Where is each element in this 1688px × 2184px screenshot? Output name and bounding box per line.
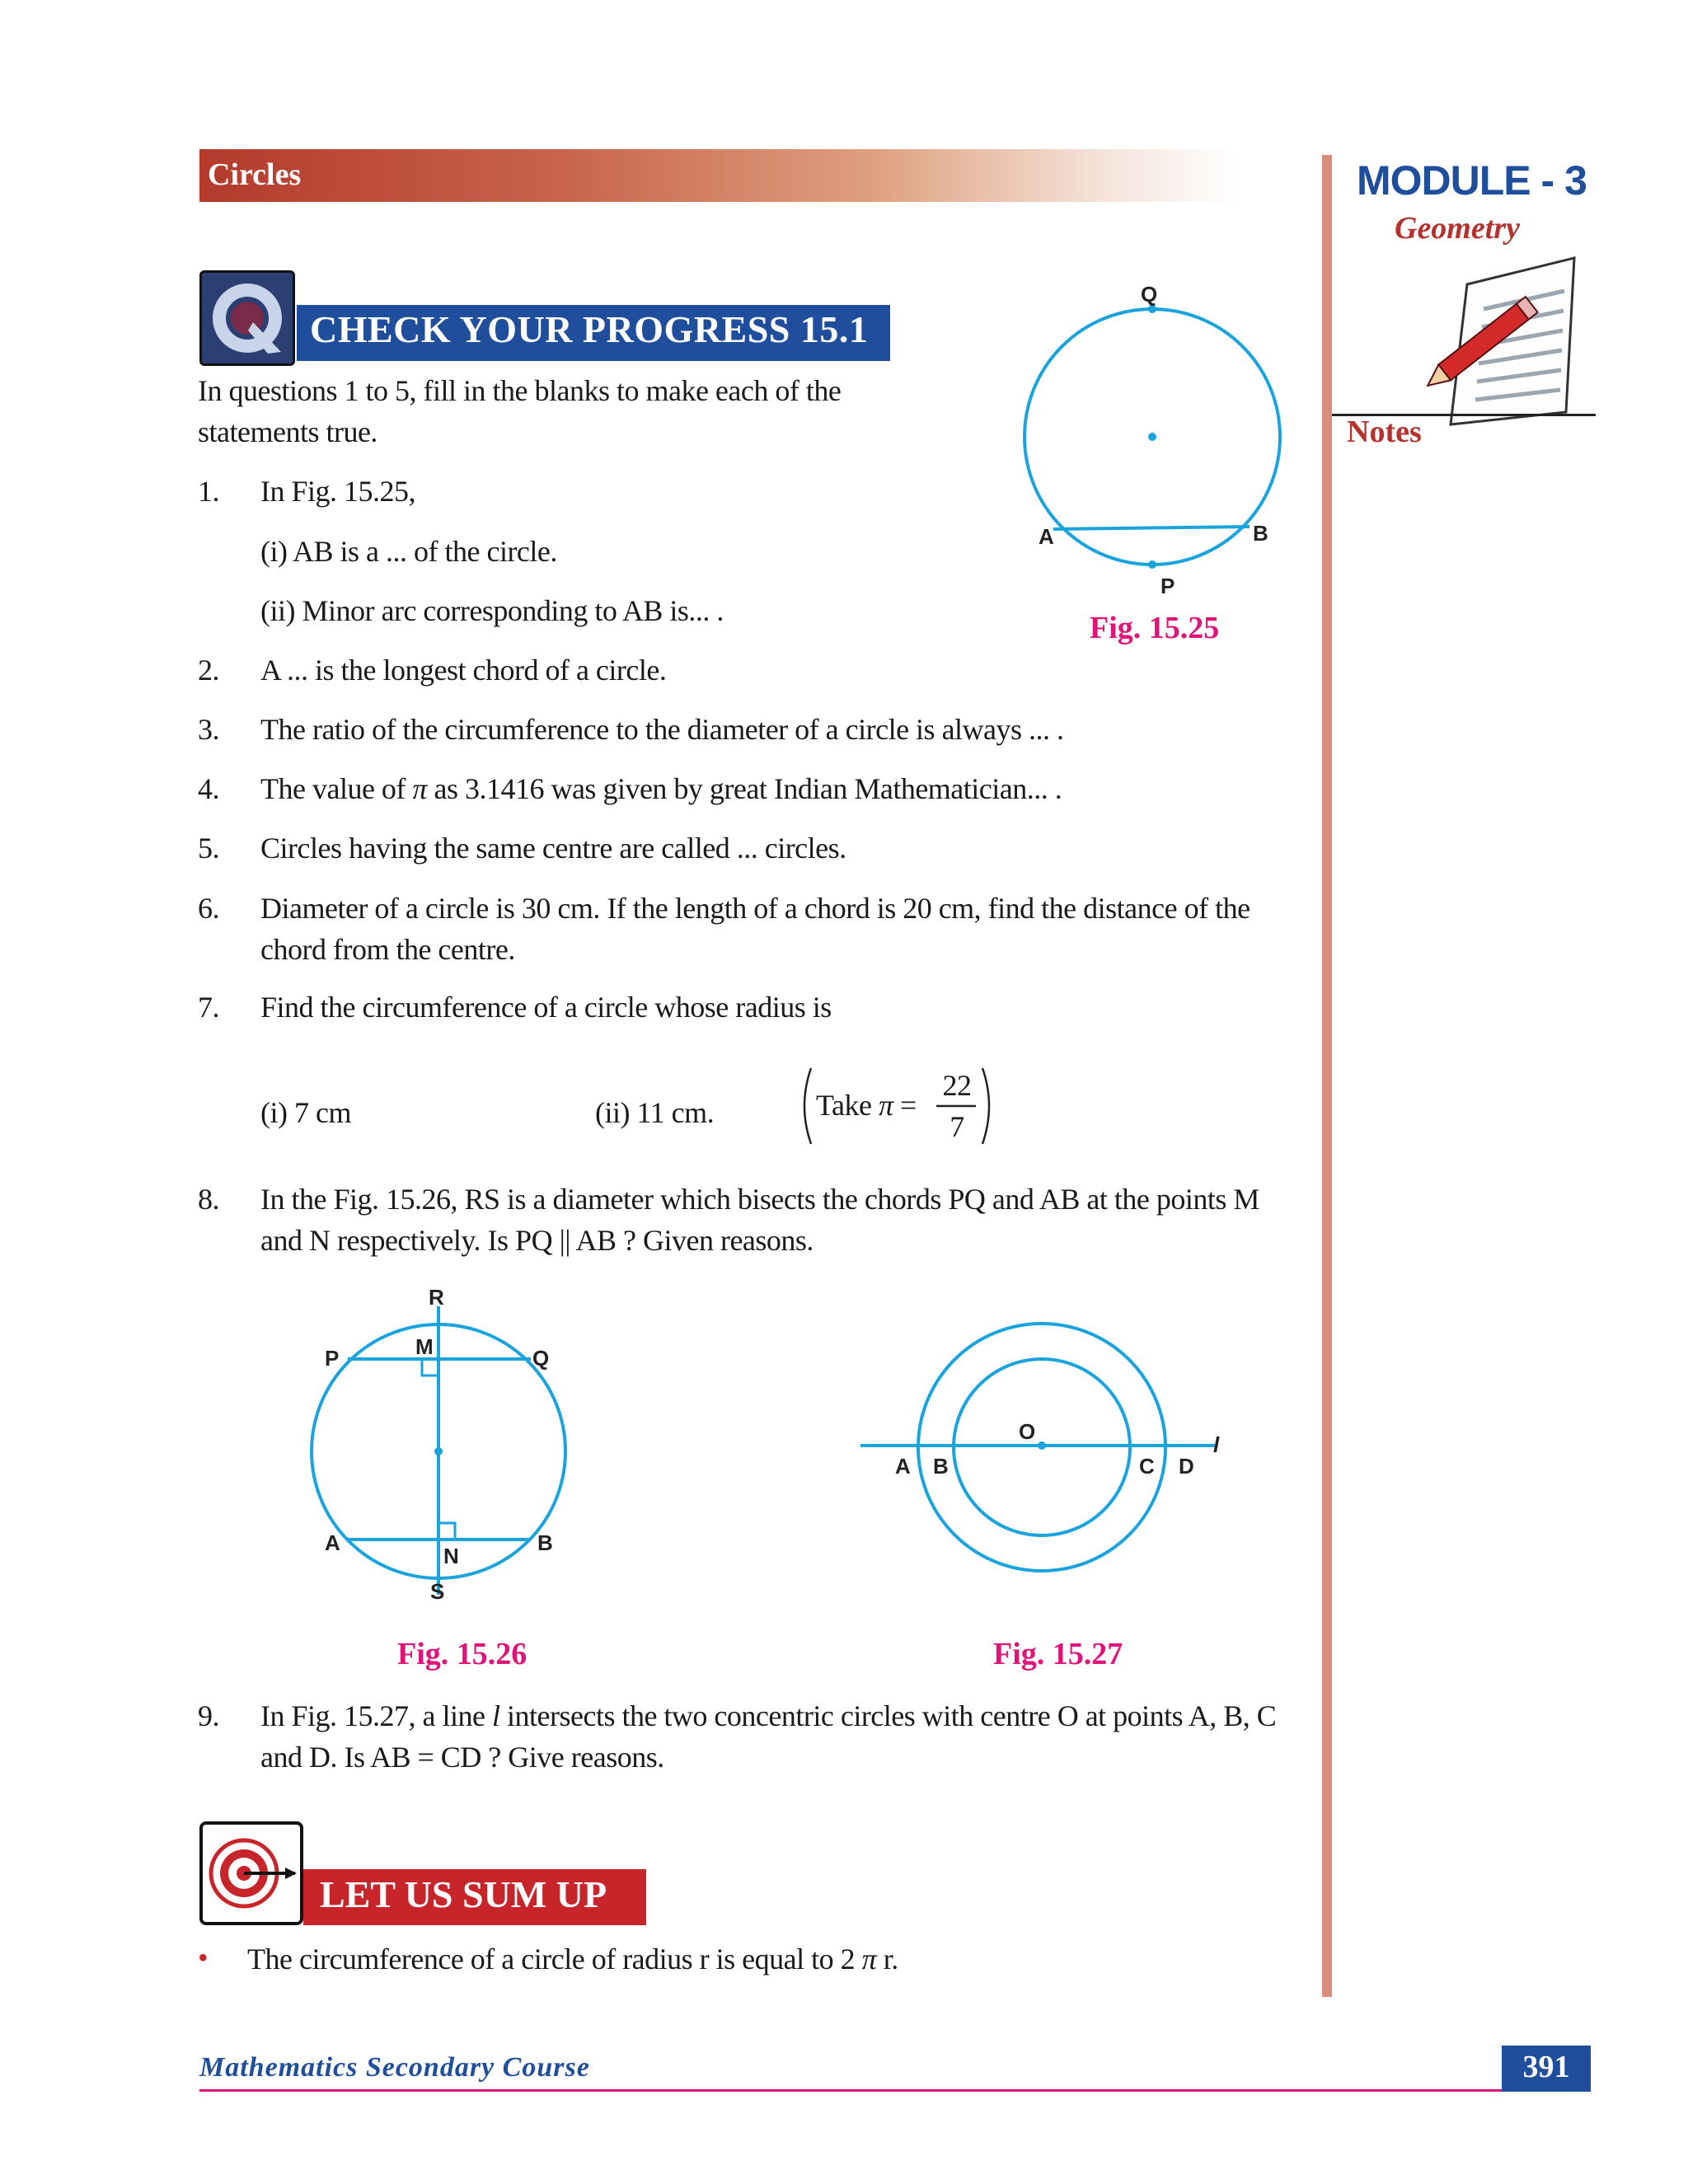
figure-caption: Fig. 15.25	[1090, 611, 1220, 645]
question-number: 7.	[198, 991, 219, 1024]
label-p: P	[325, 1346, 340, 1371]
line-name: l	[491, 1699, 500, 1732]
label-s: S	[430, 1579, 445, 1604]
summary-title: LET US SUM UP	[320, 1873, 607, 1915]
question-text: A ... is the longest chord of a circle.	[260, 654, 667, 687]
pi-note: Take π = 22 7	[798, 1065, 996, 1147]
label-q: Q	[532, 1346, 550, 1371]
question-text: Diameter of a circle is 30 cm. If the length of a chord is 20 cm, find the distance of the chord from the centre.	[260, 892, 1250, 966]
label-a: A	[325, 1530, 340, 1555]
question-part: (ii) 11 cm.	[595, 1096, 715, 1129]
pi-symbol: π	[412, 772, 427, 805]
figure-caption: Fig. 15.27	[993, 1637, 1123, 1671]
target-icon	[199, 1821, 303, 1925]
question-number: 3.	[198, 713, 219, 746]
label-l: l	[1213, 1432, 1220, 1457]
question-number: 1.	[198, 475, 219, 508]
question-number: 4.	[198, 772, 219, 805]
label-m: M	[415, 1334, 434, 1359]
notes-label: Notes	[1347, 415, 1422, 449]
label-o: O	[1019, 1419, 1036, 1444]
module-subtitle: Geometry	[1395, 211, 1520, 246]
label-a: A	[895, 1454, 911, 1479]
question-number: 6.	[198, 892, 219, 925]
intro-text: In questions 1 to 5, fill in the blanks to make each of the statements true.	[198, 374, 842, 448]
chapter-title: Circles	[208, 157, 302, 192]
question-icon	[199, 270, 295, 366]
summary-bullet: The circumference of a circle of radius r is equal to 2 π r.	[247, 1943, 898, 1975]
label-d: D	[1179, 1454, 1194, 1479]
figure-15-27	[849, 1310, 1245, 1599]
footer-rule	[199, 2089, 1518, 2092]
label-a: A	[1039, 524, 1054, 549]
question-text: The value of π as 3.1416 was given by great Indian Mathematician... .	[260, 772, 1062, 805]
label-q: Q	[1141, 282, 1158, 307]
question-text: In the Fig. 15.26, RS is a diameter which bisects the chords PQ and AB at the points M and N respectively. Is PQ || AB ? Given reasons.	[260, 1183, 1259, 1257]
chapter-header-bar	[199, 149, 1238, 202]
module-title: MODULE - 3	[1357, 157, 1587, 204]
question-number: 9.	[198, 1699, 219, 1732]
label-p: P	[1160, 574, 1175, 598]
question-number: 8.	[198, 1183, 219, 1216]
question-text: Find the circumference of a circle whose radius is	[260, 991, 832, 1024]
course-title: Mathematics Secondary Course	[199, 2052, 590, 2083]
label-b: B	[933, 1454, 949, 1479]
figure-caption: Fig. 15.26	[397, 1637, 528, 1671]
question-subpart: (i) AB is a ... of the circle.	[260, 535, 557, 568]
label-n: N	[443, 1544, 459, 1568]
question-text: The ratio of the circumference to the diameter of a circle is always ... .	[260, 713, 1064, 746]
question-part: (i) 7 cm	[260, 1096, 351, 1129]
progress-title: CHECK YOUR PROGRESS 15.1	[310, 308, 869, 350]
question-text: In Fig. 15.27, a line l intersects the two concentric circles with centre O at points A, B, C and D. Is AB = CD ? Give reasons.	[260, 1699, 1277, 1774]
figure-15-25	[1006, 280, 1319, 610]
figure-15-26	[280, 1290, 626, 1619]
question-number: 5.	[198, 832, 219, 865]
label-r: R	[429, 1290, 444, 1310]
label-b: B	[1253, 521, 1268, 546]
pencil-notepad-icon	[1418, 251, 1582, 429]
question-text: In Fig. 15.25,	[260, 475, 416, 508]
page-number: 391	[1522, 2050, 1570, 2084]
question-text: Circles having the same centre are called ... circles.	[260, 832, 846, 865]
question-subpart: (ii) Minor arc corresponding to AB is... .	[260, 594, 724, 627]
label-c: C	[1139, 1454, 1155, 1479]
bullet-dot: •	[198, 1941, 209, 1974]
margin-divider	[1322, 155, 1332, 1997]
question-number: 2.	[198, 654, 219, 687]
label-b: B	[537, 1530, 553, 1555]
